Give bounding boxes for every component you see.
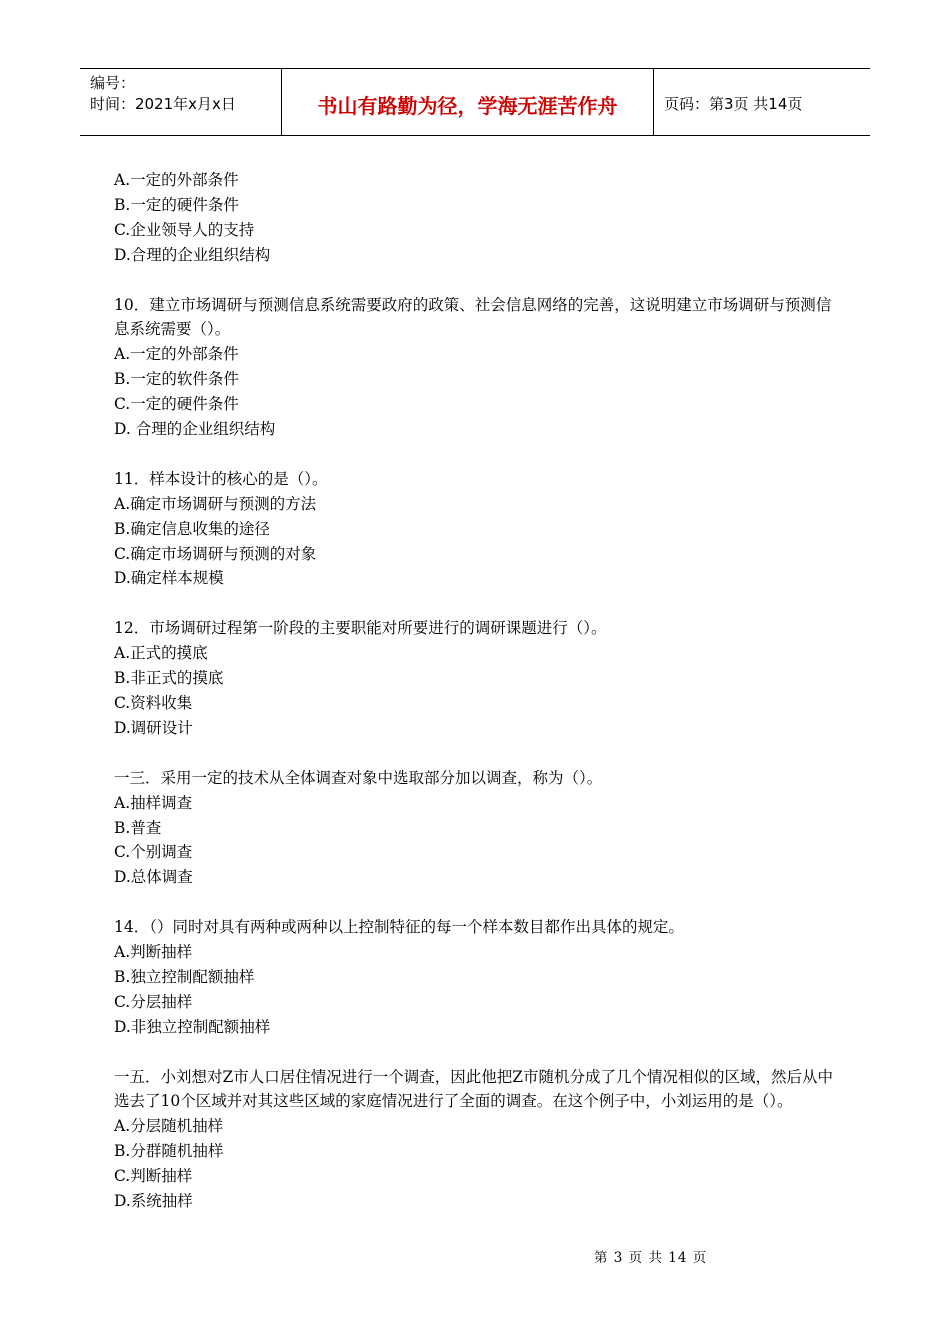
question-list — [114, 168, 844, 1239]
option: A.确定市场调研与预测的方法 — [114, 494, 317, 513]
option: C.企业领导人的支持 — [114, 220, 255, 239]
option: B.一定的软件条件 — [114, 370, 239, 389]
page-footer: 第 3 页 共 14 页 — [594, 1250, 708, 1266]
option: D.总体调查 — [114, 868, 193, 887]
option: A.一定的外部条件 — [114, 345, 239, 364]
question-stem: 12．市场调研过程第一阶段的主要职能对所要进行的调研课题进行（）。 — [114, 619, 607, 638]
question-block — [114, 467, 844, 592]
option: A.一定的外部条件 — [114, 171, 239, 189]
question-block — [114, 168, 844, 268]
option: D.合理的企业组织结构 — [114, 245, 271, 264]
header-motto: 书山有路勤为径，学海无涯苦作舟 — [282, 69, 654, 135]
question-stem: 一五．小刘想对Z市人口居住情况进行一个调查，因此他把Z市随机分成了几个情况相似的区域，然后从中选去了10个区域并对其这些区域的家庭情况进行了全面的调查。在这个例子中，小刘运用的是（）。 — [114, 1067, 834, 1111]
question-stem: 10．建立市场调研与预测信息系统需要政府的政策、社会信息网络的完善，这说明建立市场调研与预测信息系统需要（）。 — [114, 295, 832, 339]
header-left-cell — [80, 69, 282, 135]
number-label: 编号： — [90, 74, 136, 92]
option: A.抽样调查 — [114, 793, 193, 812]
question-block — [114, 616, 844, 741]
option: D.非独立控制配额抽样 — [114, 1017, 271, 1036]
option: C.一定的硬件条件 — [114, 395, 239, 414]
option: C.资料收集 — [114, 693, 193, 712]
option: C.判断抽样 — [114, 1167, 193, 1186]
header-page-code: 页码：第3页 共14页 — [664, 94, 803, 113]
option: B.独立控制配额抽样 — [114, 967, 255, 986]
option: B.非正式的摸底 — [114, 669, 224, 688]
option: C.确定市场调研与预测的对象 — [114, 544, 317, 563]
question-block — [114, 1065, 844, 1214]
question-block — [114, 915, 844, 1040]
page-header — [80, 68, 870, 136]
question-stem: 14．（）同时对具有两种或两种以上控制特征的每一个样本数目都作出具体的规定。 — [114, 918, 684, 937]
option: A.分层随机抽样 — [114, 1117, 224, 1136]
option: B.确定信息收集的途径 — [114, 519, 270, 538]
time-label: 时间：2021年x月x日 — [90, 95, 236, 113]
question-block — [114, 293, 844, 442]
option: C.分层抽样 — [114, 992, 193, 1011]
option: B.普查 — [114, 818, 162, 837]
option: B.一定的硬件条件 — [114, 195, 239, 214]
question-stem: 一三．采用一定的技术从全体调查对象中选取部分加以调查，称为（）。 — [114, 768, 603, 787]
option: B.分群随机抽样 — [114, 1142, 224, 1161]
option: D.系统抽样 — [114, 1192, 193, 1211]
option: D. 合理的企业组织结构 — [114, 420, 276, 439]
option: A.正式的摸底 — [114, 644, 208, 663]
option: D.调研设计 — [114, 718, 193, 737]
question-block — [114, 766, 844, 891]
question-stem: 11．样本设计的核心的是（）。 — [114, 469, 328, 488]
option: D.确定样本规模 — [114, 569, 224, 588]
option: C.个别调查 — [114, 843, 193, 862]
option: A.判断抽样 — [114, 943, 193, 962]
